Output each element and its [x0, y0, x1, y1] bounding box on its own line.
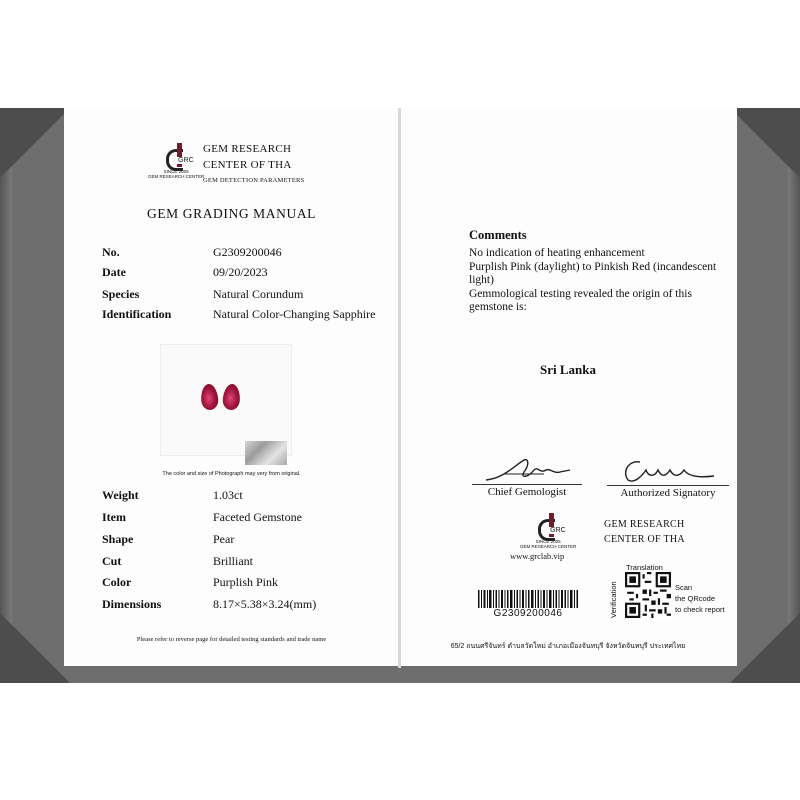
field-label: Cut [102, 554, 122, 568]
gemstone-image-1 [200, 383, 219, 410]
folder-edge-right [788, 108, 800, 683]
logo-center-text: GEM RESEARCH CENTER [148, 174, 205, 179]
grc-logo-right [520, 513, 576, 549]
org-name-line1: GEM RESEARCH [604, 519, 685, 530]
field-value: 09/20/2023 [213, 265, 268, 279]
grc-logo-mark [535, 513, 566, 539]
logo-center-text: GEM RESEARCH CENTER [520, 544, 577, 549]
comments-heading: Comments [469, 228, 527, 242]
authorized-signature-line [607, 485, 729, 486]
field-value: Natural Color-Changing Sapphire [213, 307, 376, 321]
field-label: Identification [102, 307, 172, 321]
field-label: Shape [102, 532, 134, 546]
field-value: Natural Corundum [213, 287, 304, 301]
chief-gemologist-signature [484, 456, 574, 486]
logo-since-text: SINCE 2005 [163, 169, 189, 174]
field-label: Weight [102, 488, 139, 502]
verification-qr-code[interactable] [625, 572, 671, 618]
website-url: www.grclab.vip [510, 551, 565, 561]
org-name-block-right [604, 517, 685, 547]
folder-edge-left [0, 108, 12, 683]
field-value: Faceted Gemstone [213, 510, 302, 524]
org-name-line2: CENTER OF THA [604, 534, 685, 545]
page-spine [398, 108, 401, 668]
qr-translation-label: Translation [626, 563, 663, 572]
corner-tab-bottom-right [730, 613, 800, 683]
authorized-signature [618, 456, 718, 486]
qr-verification-label: Verification [609, 581, 618, 618]
comment-line: No indication of heating enhancement [469, 247, 645, 259]
corner-tab-top-right [730, 108, 800, 178]
org-name-line2: CENTER OF THA [203, 159, 292, 171]
field-value: G2309200046 [213, 245, 282, 259]
field-value: 8.17×5.38×3.24(mm) [213, 597, 317, 611]
photo-disclaimer: The color and size of Photograph may very from original. [162, 471, 301, 477]
authorized-signatory-label: Authorized Signatory [620, 487, 716, 499]
thai-address: 65/2 ถนนศรีจันทร์ ตำบลวัดใหม่ อำเภอเมืองจันทบุรี จังหวัดจันทบุรี ประเทศไทย [450, 643, 686, 650]
field-label: Color [102, 575, 132, 589]
field-label: Species [102, 287, 140, 301]
grc-logo-text: GRC [550, 527, 566, 534]
origin-country: Sri Lanka [540, 362, 596, 377]
barcode-number: G2309200046 [493, 608, 563, 619]
field-value: Pear [213, 532, 235, 546]
hologram-seal [245, 441, 287, 465]
qr-instruction-line: the QRcode [675, 594, 716, 603]
qr-instruction-line: Scan [675, 583, 693, 592]
qr-instruction-line: to check report [675, 605, 725, 614]
field-label: Dimensions [102, 597, 162, 611]
field-value: 1.03ct [213, 488, 243, 502]
comments-block [469, 247, 731, 315]
field-label: No. [102, 245, 120, 259]
field-value: Brilliant [213, 554, 253, 568]
document-title: GEM GRADING MANUAL [146, 206, 317, 221]
report-barcode [478, 590, 578, 608]
comment-line: Gemmological testing revealed the origin of this gemstone is: [469, 287, 692, 313]
grc-logo-mark [163, 143, 194, 169]
gemstone-image-2 [222, 383, 241, 410]
field-value: Purplish Pink [213, 575, 279, 589]
gemstone-photo [160, 344, 292, 456]
corner-tab-top-left [0, 108, 70, 178]
comment-line: Purplish Pink (daylight) to Pinkish Red (incandescent light) [469, 260, 717, 286]
chief-signature-line [472, 484, 582, 485]
org-subtitle: GEM DETECTION PARAMETERS [203, 177, 305, 184]
org-name-block [203, 141, 304, 189]
reverse-page-note: Please refer to reverse page for detailed testing standards and trade name [136, 636, 327, 643]
qr-instructions [675, 582, 725, 615]
field-label: Item [102, 510, 126, 524]
logo-since-text: SINCE 2005 [535, 539, 561, 544]
chief-gemologist-label: Chief Gemologist [487, 486, 567, 498]
grc-logo [148, 143, 204, 179]
corner-tab-bottom-left [0, 613, 70, 683]
org-name-line1: GEM RESEARCH [203, 143, 292, 155]
field-label: Date [102, 265, 126, 279]
grc-logo-text: GRC [178, 157, 194, 164]
